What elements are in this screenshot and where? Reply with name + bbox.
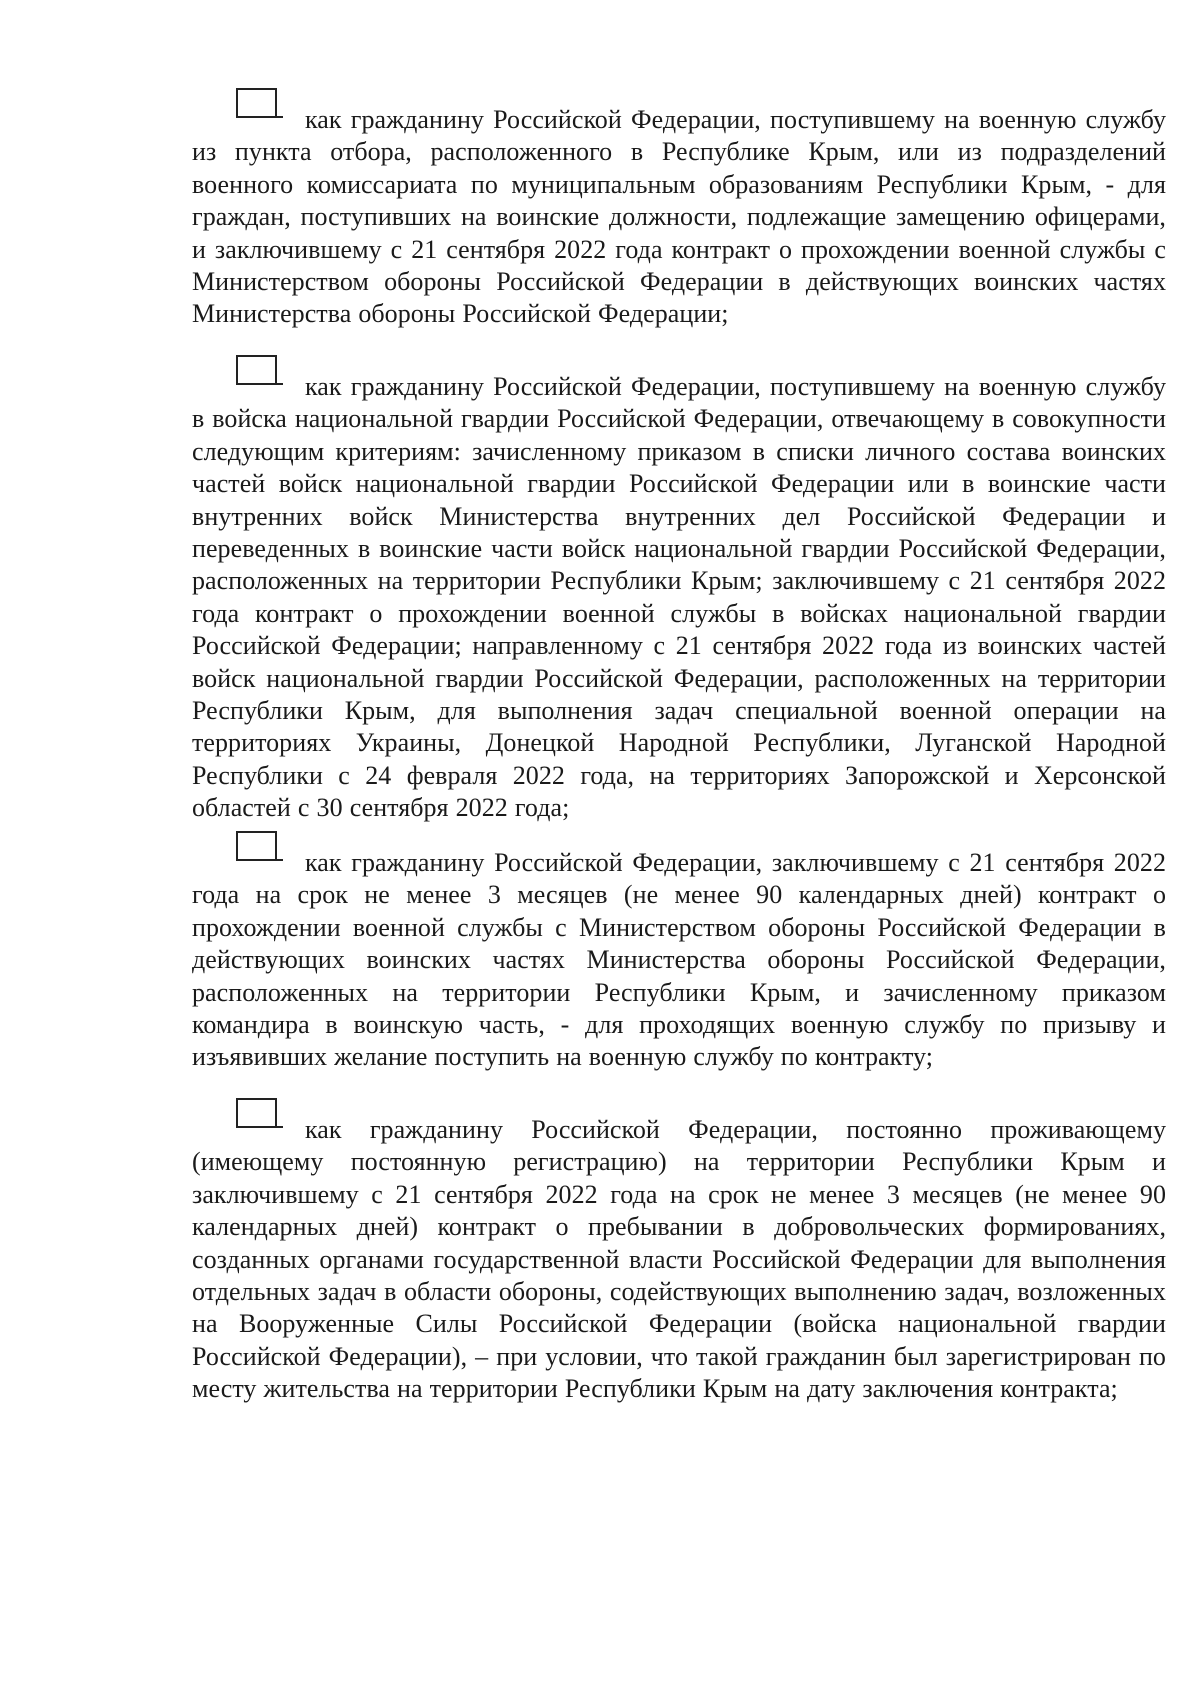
checkbox[interactable] xyxy=(236,831,277,861)
list-item xyxy=(192,1114,1166,1406)
paragraph-text: как гражданину Российской Федерации, поступившему на военную службу в войска национальной гвардии Российской Федерации, отвечающему в совокупности следующим критериям: зачисленному приказом в списки личного состава воинских частей войск национальной гвардии Российской Федерации или в воинские части внутренних войск Министерства внутренних дел Российской Федерации и переведенных в воинские части войск национальной гвардии Российской Федерации, расположенных на территории Республики Крым; заключившему с 21 сентября 2022 года контракт о прохождении военной службы в войсках национальной гвардии Российской Федерации; направленному с 21 сентября 2022 года из воинских частей войск национальной гвардии Российской Федерации, расположенных на территории Республики Крым, для выполнения задач специальной военной операции на территориях Украины, Донецкой Народной Республики, Луганской Народной Республики с 24 февраля 2022 года, на территориях Запорожской и Херсонской областей с 30 сентября 2022 года; xyxy=(192,372,1166,823)
paragraph-text: как гражданину Российской Федерации, заключившему с 21 сентября 2022 года на срок не менее 3 месяцев (не менее 90 календарных дней) контракт о прохождении военной службы с Министерством обороны Российской Федерации в действующих воинских частях Министерства обороны Российской Федерации, расположенных на территории Республики Крым, и зачисленному приказом командира в воинскую часть, - для проходящих военную службу по призыву и изъявивших желание поступить на военную службу по контракту; xyxy=(192,848,1166,1072)
paragraph-text: как гражданину Российской Федерации, постоянно проживающему (имеющему постоянную регистрацию) на территории Республики Крым и заключившему с 21 сентября 2022 года на срок не менее 3 месяцев (не менее 90 календарных дней) контракт о пребывании в добровольческих формированиях, созданных органами государственной власти Российской Федерации для выполнения отдельных задач в области обороны, содействующих выполнению задач, возложенных на Вооруженные Силы Российской Федерации (войска национальной гвардии Российской Федерации), – при условии, что такой гражданин был зарегистрирован по месту жительства на территории Республики Крым на дату заключения контракта; xyxy=(192,1115,1166,1404)
list-item xyxy=(192,104,1166,331)
checkbox[interactable] xyxy=(236,355,277,385)
paragraph-text: как гражданину Российской Федерации, поступившему на военную службу из пункта отбора, расположенного в Республике Крым, или из подразделений военного комиссариата по муниципальным образованиям Республики Крым, - для граждан, поступивших на воинские должности, подлежащие замещению офицерами, и заключившему с 21 сентября 2022 года контракт о прохождении военной службы с Министерством обороны Российской Федерации в действующих воинских частях Министерства обороны Российской Федерации; xyxy=(192,105,1166,329)
checkbox[interactable] xyxy=(236,88,277,118)
list-item xyxy=(192,847,1166,1074)
checkbox[interactable] xyxy=(236,1098,277,1128)
list-item xyxy=(192,371,1166,825)
